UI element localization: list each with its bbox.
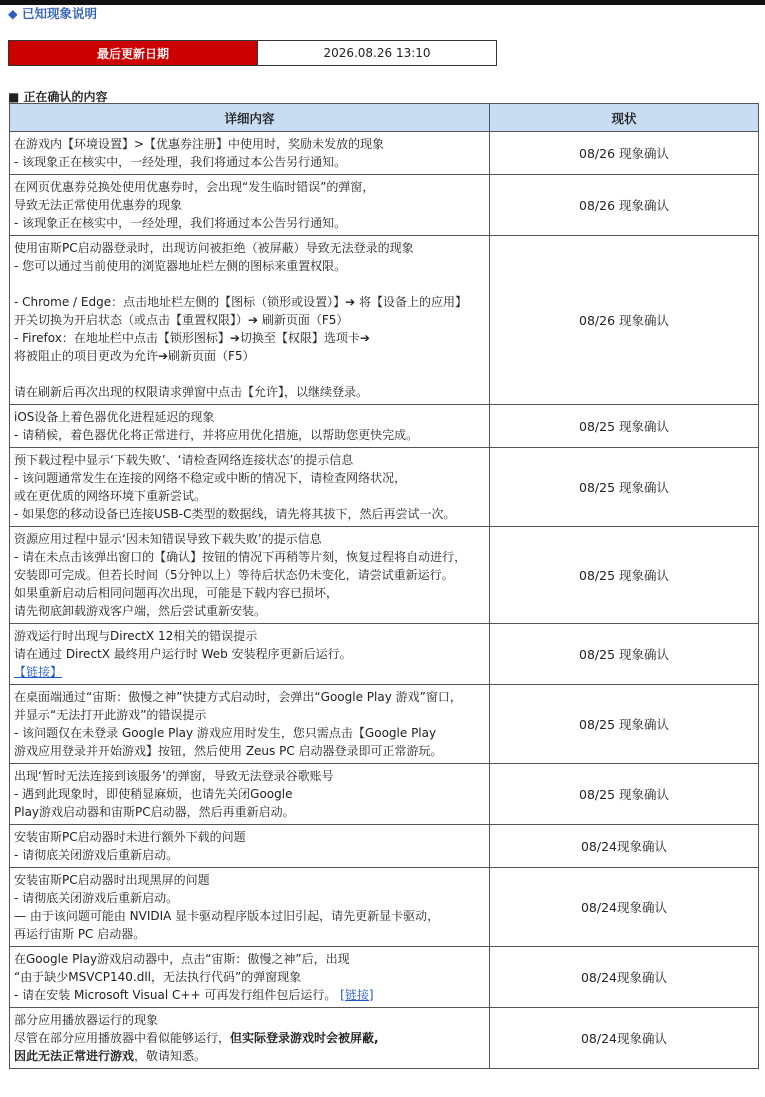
description-line: 再运行宙斯 PC 启动器。 bbox=[14, 927, 146, 941]
issue-status: 08/24现象确认 bbox=[490, 868, 759, 947]
issue-description bbox=[10, 236, 490, 405]
table-row bbox=[10, 685, 759, 764]
description-line bbox=[14, 1029, 485, 1047]
description-line: 如果重新启动后相同问题再次出现，可能是下载内容已损坏， bbox=[14, 586, 339, 600]
description-line: 游戏运行时出现与DirectX 12相关的错误提示 bbox=[14, 629, 258, 643]
issue-description bbox=[10, 527, 490, 624]
description-line: - Chrome / Edge：点击地址栏左侧的【图标（锁形或设置）】➔ 将【设备上的应用】 bbox=[14, 295, 467, 309]
table-row bbox=[10, 405, 759, 448]
issue-status: 08/26 现象确认 bbox=[490, 175, 759, 236]
description-line: 开关切换为开启状态（或点击【重置权限】）➔ 刷新页面（F5） bbox=[14, 313, 349, 327]
issue-status: 08/25 现象确认 bbox=[490, 527, 759, 624]
last-updated-box bbox=[8, 40, 497, 66]
directx-download-link[interactable]: 【链接】 bbox=[14, 665, 63, 679]
description-line: - 遇到此现象时，即使稍显麻烦，也请先关闭Google bbox=[14, 787, 293, 801]
description-line: 在Google Play游戏启动器中，点击“宙斯：傲慢之神”后，出现 bbox=[14, 952, 350, 966]
description-line: 请先彻底卸载游戏客户端，然后尝试重新安装。 bbox=[14, 604, 267, 618]
issue-status: 08/24现象确认 bbox=[490, 825, 759, 868]
table-header-row bbox=[10, 104, 759, 132]
description-line: 游戏应用登录并开始游戏】按钮，然后使用 Zeus PC 启动器登录即可正常游玩。 bbox=[14, 744, 443, 758]
issue-status: 08/24现象确认 bbox=[490, 1008, 759, 1069]
page-title: ◆ 已知现象说明 bbox=[8, 6, 97, 21]
issue-status: 08/25 现象确认 bbox=[490, 448, 759, 527]
table-row bbox=[10, 236, 759, 405]
description-line: iOS设备上着色器优化进程延迟的现象 bbox=[14, 410, 215, 424]
description-line bbox=[14, 986, 485, 1004]
section-heading: ■ 正在确认的内容 bbox=[8, 90, 108, 104]
issue-status: 08/25 现象确认 bbox=[490, 685, 759, 764]
issues-table bbox=[9, 103, 759, 1069]
issue-description bbox=[10, 175, 490, 236]
last-updated-value: 2026.08.26 13:10 bbox=[323, 46, 431, 60]
description-line: 或在更优质的网络环境下重新尝试。 bbox=[14, 489, 207, 503]
issue-status: 08/24现象确认 bbox=[490, 947, 759, 1008]
description-line: 在游戏内【环境设置】>【优惠券注册】中使用时，奖励未发放的现象 bbox=[14, 137, 385, 151]
issue-description bbox=[10, 132, 490, 175]
table-row bbox=[10, 527, 759, 624]
issue-description bbox=[10, 685, 490, 764]
header-details: 详细内容 bbox=[10, 104, 490, 132]
description-line: 在网页优惠券兑换处使用优惠券时，会出现“发生临时错误”的弹窗， bbox=[14, 180, 375, 194]
description-line: - 请彻底关闭游戏后重新启动。 bbox=[14, 848, 179, 862]
description-line: 预下载过程中显示‘下载失败’、‘请检查网络连接状态’的提示信息 bbox=[14, 453, 354, 467]
description-line: 导致无法正常使用优惠券的现象 bbox=[14, 198, 183, 212]
description-line: - 请稍候，着色器优化将正常进行，并将应用优化措施，以帮助您更快完成。 bbox=[14, 428, 419, 442]
description-line: - 您可以通过当前使用的浏览器地址栏左侧的图标来重置权限。 bbox=[14, 259, 347, 273]
description-line: - 该现象正在核实中，一经处理，我们将通过本公告另行通知。 bbox=[14, 216, 347, 230]
issue-status: 08/26 现象确认 bbox=[490, 132, 759, 175]
description-line: 并显示“无法打开此游戏”的错误提示 bbox=[14, 708, 207, 722]
description-line: 使用宙斯PC启动器登录时，出现访问被拒绝（被屏蔽）导致无法登录的现象 bbox=[14, 241, 414, 255]
description-text: 尽管在部分应用播放器中看似能够运行， bbox=[14, 1031, 231, 1045]
top-bar bbox=[0, 0, 765, 5]
description-line: - 如果您的移动设备已连接USB-C类型的数据线，请先将其拔下，然后再尝试一次。 bbox=[14, 507, 456, 521]
header-status: 现状 bbox=[490, 104, 759, 132]
table-row bbox=[10, 1008, 759, 1069]
description-line bbox=[14, 1047, 485, 1065]
issue-description bbox=[10, 448, 490, 527]
issue-description bbox=[10, 624, 490, 685]
description-line bbox=[14, 365, 485, 383]
table-row bbox=[10, 448, 759, 527]
description-line: 安装宙斯PC启动器时出现黑屏的问题 bbox=[14, 873, 210, 887]
description-line: 请在刷新后再次出现的权限请求弹窗中点击【允许】，以继续登录。 bbox=[14, 385, 369, 399]
description-line: 安装宙斯PC启动器时未进行额外下载的问题 bbox=[14, 830, 246, 844]
description-line: Play游戏启动器和宙斯PC启动器，然后再重新启动。 bbox=[14, 805, 295, 819]
table-row bbox=[10, 947, 759, 1008]
description-line: - 请在未点击该弹出窗口的【确认】按钮的情况下再稍等片刻，恢复过程将自动进行， bbox=[14, 550, 467, 564]
issue-status: 08/26 现象确认 bbox=[490, 236, 759, 405]
description-line: - 该问题仅在未登录 Google Play 游戏应用时发生，您只需点击【Google Play bbox=[14, 726, 437, 740]
description-line: 安装即可完成。但若长时间（5分钟以上）等待后状态仍未变化，请尝试重新运行。 bbox=[14, 568, 454, 582]
table-row bbox=[10, 132, 759, 175]
issue-status: 08/25 现象确认 bbox=[490, 624, 759, 685]
issue-description bbox=[10, 868, 490, 947]
description-line: - 请彻底关闭游戏后重新启动。 bbox=[14, 891, 179, 905]
description-line: 出现‘暂时无法连接到该服务’的弹窗，导致无法登录谷歌账号 bbox=[14, 769, 334, 783]
description-line: 将被阻止的项目更改为允许➔刷新页面（F5） bbox=[14, 349, 255, 363]
issue-description bbox=[10, 405, 490, 448]
table-row bbox=[10, 825, 759, 868]
description-line: - Firefox：在地址栏中点击【锁形图标】➔切换至【权限】选项卡➔ bbox=[14, 331, 370, 345]
description-line: 部分应用播放器运行的现象 bbox=[14, 1013, 159, 1027]
issue-description bbox=[10, 1008, 490, 1069]
table-row bbox=[10, 624, 759, 685]
issue-status: 08/25 现象确认 bbox=[490, 405, 759, 448]
description-line: 在桌面端通过“宙斯：傲慢之神”快捷方式启动时，会弹出“Google Play 游戏”窗口， bbox=[14, 690, 462, 704]
msvc-download-link[interactable]: [链接] bbox=[340, 988, 374, 1002]
last-updated-label: 最后更新日期 bbox=[9, 41, 258, 65]
issue-description bbox=[10, 947, 490, 1008]
issue-description bbox=[10, 825, 490, 868]
description-line: - 该问题通常发生在连接的网络不稳定或中断的情况下，请检查网络状况， bbox=[14, 471, 407, 485]
table-row bbox=[10, 175, 759, 236]
description-line: - 该现象正在核实中，一经处理，我们将通过本公告另行通知。 bbox=[14, 155, 347, 169]
description-line: “由于缺少MSVCP140.dll，无法执行代码”的弹窗现象 bbox=[14, 970, 302, 984]
table-row bbox=[10, 764, 759, 825]
table-row bbox=[10, 868, 759, 947]
emphasis-text: 但实际登录游戏时会被屏蔽, bbox=[230, 1031, 379, 1045]
description-line: 请在通过 DirectX 最终用户运行时 Web 安装程序更新后运行。 bbox=[14, 647, 352, 661]
issue-status: 08/25 现象确认 bbox=[490, 764, 759, 825]
description-line bbox=[14, 275, 485, 293]
description-line: — 由于该问题可能由 NVIDIA 显卡驱动程序版本过旧引起，请先更新显卡驱动， bbox=[14, 909, 440, 923]
emphasis-text: 因此无法正常进行游戏 bbox=[14, 1049, 135, 1063]
description-text: - 请在安装 Microsoft Visual C++ 可再发行组件包后运行。 bbox=[14, 988, 337, 1002]
description-text: ，敬请知悉。 bbox=[134, 1049, 207, 1063]
description-line: 资源应用过程中显示‘因未知错误导致下载失败’的提示信息 bbox=[14, 532, 322, 546]
issue-description bbox=[10, 764, 490, 825]
